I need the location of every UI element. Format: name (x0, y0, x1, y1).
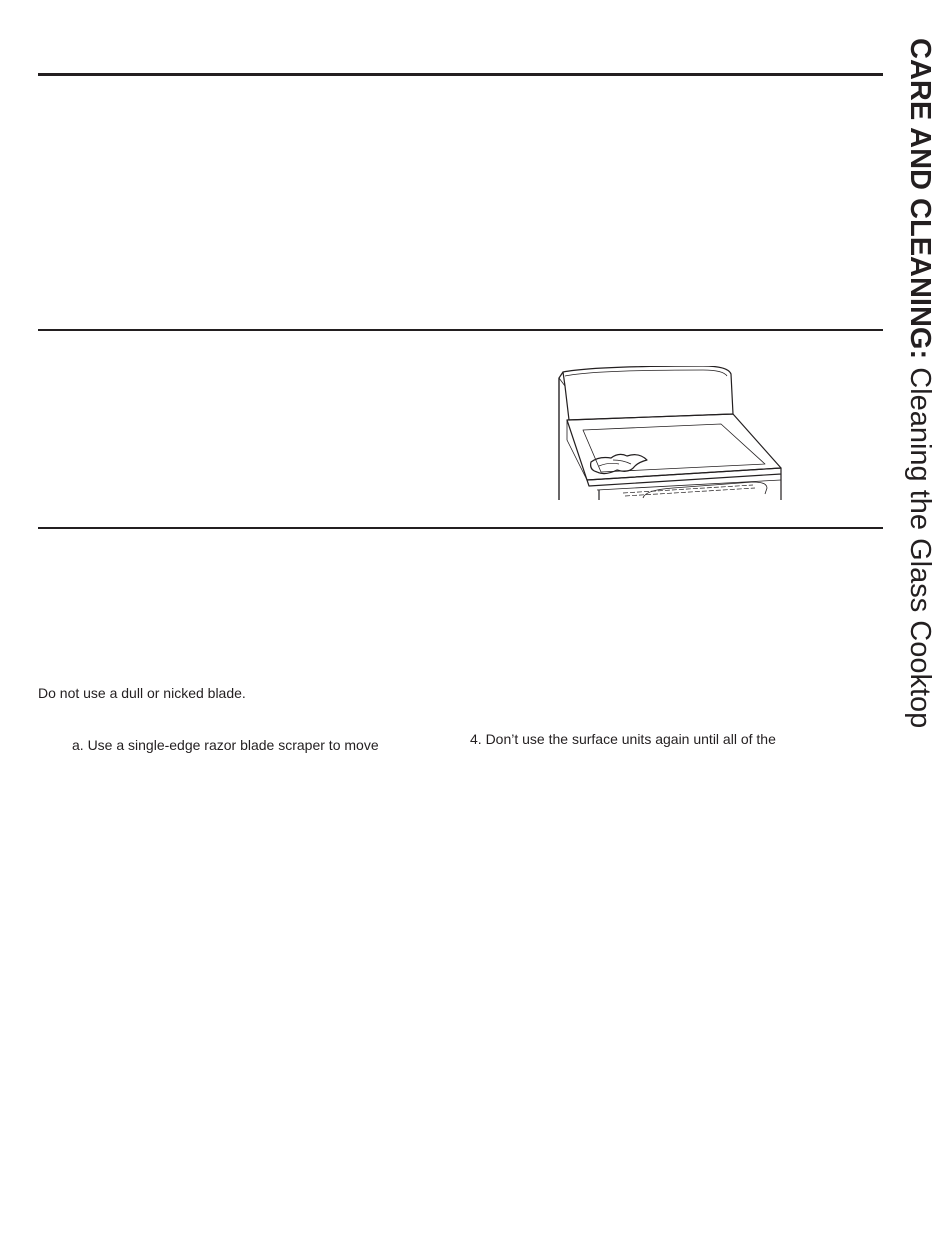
instruction-step-4: 4. Don’t use the surface units again until all of the (470, 731, 776, 747)
section-divider-middle (38, 329, 883, 331)
section-title-light: Cleaning the Glass Cooktop (904, 359, 936, 729)
section-title-bold: CARE AND CLEANING: (904, 38, 936, 360)
backsplash-panel (563, 366, 733, 420)
section-side-title (905, 38, 935, 728)
range-cooktop-illustration (553, 366, 785, 500)
section-divider-lower (38, 527, 883, 529)
instruction-step-a: a. Use a single-edge razor blade scraper to move (72, 737, 379, 753)
warning-text: Do not use a dull or nicked blade. (38, 685, 246, 701)
section-divider-top (38, 73, 883, 76)
